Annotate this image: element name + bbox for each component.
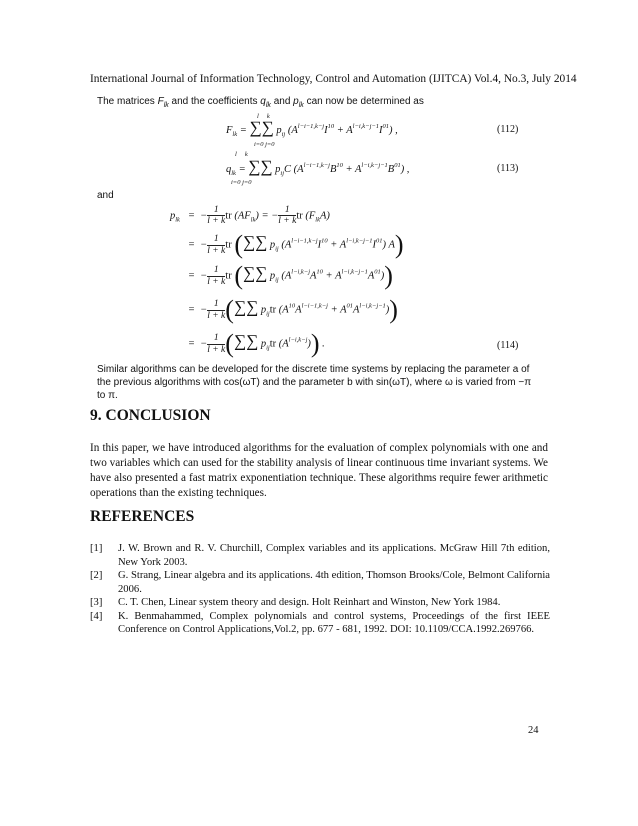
equation-114-row-5: = − $\frac{1}{l + k}$ (∑∑ $p_{ij}tr$ $(A^{l-i,k-j})$) . <box>179 329 325 358</box>
equation-number-114: (114) <box>497 340 519 351</box>
reference-item: [3] C. T. Chen, Linear system theory and design. Holt Reinhart and Winston, New York 1984. <box>90 597 501 608</box>
conclusion-paragraph: In this paper, we have introduced algorithms for the evaluation of complex polynomials with one and two variables which can used for the stability analysis of linear continuous time invariant systems. We have also presented a fast matrix exponentiation technique. These algorithms require fewer arithmetic operations than the existing techniques. <box>90 442 548 499</box>
equation-114-row-4: = − $\frac{1}{l + k}$ (∑∑ $p_{ij}tr$ $(A^{10}A^{l-i-1,k-j} + A^{01}A^{l-i,k-j-1})$) <box>179 295 398 324</box>
equation-114-row-1: $p_{lk}$ = − $\frac{1}{l + k}$ tr $(AF_{lk})$ = − $\frac{1}{l + k}$ tr $(F_{lk}A)$ <box>170 205 330 227</box>
references-heading: REFERENCES <box>90 508 195 525</box>
equation-number-112: (112) <box>497 124 519 135</box>
equation-113: $q_{lk}$ = ∑∑ $p_{ij}C$ $(A^{l-i-1,k-j}B^{10} + A^{l-i,k-j-1}B^{01})$ , <box>226 157 410 177</box>
page-number: 24 <box>528 725 539 736</box>
journal-header: International Journal of Information Technology, Control and Automation (IJITCA) Vol.4, No.3, July 2014 <box>90 73 577 85</box>
similar-algorithms-text: Similar algorithms can be developed for the discrete time systems by replacing the parameter a of the previous algorithms with cos(ωT) and the parameter b with sin(ωT), where ω is varied from −π to π. <box>97 364 532 401</box>
equation-112: $F_{lk}$ = ∑∑ $p_{ij}$ $(A^{l-i-1,k-j}I^{10} + A^{l-i,k-j-1}I^{01})$ , <box>226 118 398 138</box>
equation-114-row-3: = − $\frac{1}{l + k}$ tr (∑∑ $p_{ij}$ $(A^{l-i,k-j}A^{10} + A^{l-i,k-j-1}A^{01})$) <box>179 261 393 290</box>
conclusion-heading: 9. CONCLUSION <box>90 407 211 424</box>
reference-item: [4] K. Benmahammed, Complex polynomials and control systems, Proceedings of the first IEEE Conference on Control Applications,Vol.2, pp. 677 - 681, 1992. DOI: 10.1109/CCA.1992.269766. <box>90 610 550 635</box>
and-text: and <box>97 190 114 201</box>
equation-number-113: (113) <box>497 163 519 174</box>
intro-text: The matrices $F_{lk}$ and the coefficients $q_{lk}$ and $p_{lk}$ can now be determined as <box>97 96 424 109</box>
reference-item: [1] J. W. Brown and R. V. Churchill, Complex variables and its applications. McGraw Hill 7th edition, New York 2003. <box>90 543 550 568</box>
reference-item: [2] G. Strang, Linear algebra and its applications. 4th edition, Thomson Brooks/Cole, Belmont California 2006. <box>90 570 550 595</box>
reference-list <box>90 542 550 637</box>
equation-114-row-2: = − $\frac{1}{l + k}$ tr (∑∑ $p_{ij}$ $(A^{l-i-1,k-j}I^{10} + A^{l-i,k-j-1}I^{01})$ A) <box>179 230 404 259</box>
page: International Journal of Information Technology, Control and Automation (IJITCA) Vol.4, No.3, July 2014 The matrices $F_{lk}$ and the coefficients $q_{lk}$ and $p_{lk}$ can now be determined as $F_{lk}$ = ∑∑ $p_{ij}$ $(A^{l-i-1,k-j}I^{10} + A^{l-i,k-j-1}I^{01})$ , l k i=0 j=0 (112) $q_{lk}$ = ∑∑ $p_{ij}C$ $(A^{l-i-1,k-j}B^{10} + A^{l-i,k-j-1}B^{01})$ , l k i=0 j=0 (113) and $p_{lk}$ = − $\frac{1}{l + k}$ tr $(AF_{lk})$ = − $\frac{1}{l + k}$ tr $(F_{lk}A)$ = − $\frac{1}{l + k}$ tr (∑∑ $p_{ij}$ $(A^{l-i-1,k-j}I^{10} + A^{l-i,k-j-1}I^{01})$ A) = − $\frac{1}{l + k}$ tr (∑∑ $p_{ij}$ $(A^{l-i,k-j}A^{10} + A^{l-i,k-j-1}A^{01})$) = − $\frac{1}{l + k}$ (∑∑ $p_{ij}tr$ $(A^{10}A^{l-i-1,k-j} + A^{01}A^{l-i,k-j-1})$) = − $\frac{1}{l + k}$ (∑∑ $p_{ij}tr$ $(A^{l-i,k-j})$) . (114) Similar algorithms can be developed for the discrete time systems by replacing the parameter a of the previous algorithms with cos(ωT) and the parameter b with sin(ωT), where ω is varied from −π to π. 9. CONCLUSION In this paper, we have introduced algorithms for the evaluation of complex polynomials with one and two variables which can used for the stability analysis of linear continuous time invariant systems. We have also presented a fast matrix exponentiation technique. These algorithms require fewer arithmetic operations than the existing techniques. REFERENCES [1] J. W. Brown and R. V. Churchill, Complex variables and its applications. McGraw Hill 7th edition, New York 2003. [2] G. Strang, Linear algebra and its applications. 4th edition, Thomson Brooks/Cole, Belmont California 2006. [3] C. T. Chen, Linear system theory and design. Holt Reinhart and Winston, New York 1984. [4] K. Benmahammed, Complex polynomials and control systems, Proceedings of the first IEEE Conference on Control Applications,Vol.2, pp. 677 - 681, 1992. DOI: 10.1109/CCA.1992.269766. 24 <box>0 0 638 826</box>
